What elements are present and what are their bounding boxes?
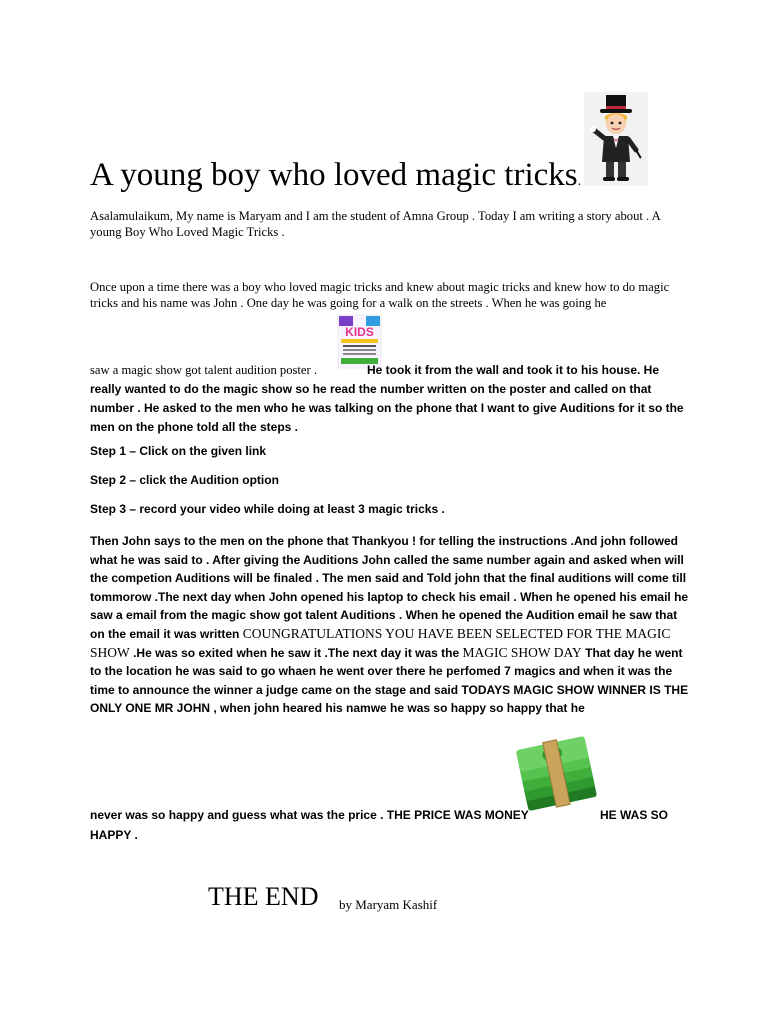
title-dot: . [577, 174, 582, 189]
story-paragraph-2-first-line [90, 360, 659, 380]
story-paragraph-3 [90, 532, 690, 718]
closing-happy: HAPPY . [90, 828, 138, 842]
intro-paragraph: Asalamulaikum, My name is Maryam and I am the student of Amna Group . Today I am writing a story about . A young Boy Who Loved Magic Tricks . [90, 209, 661, 239]
poster-label: KIDS [345, 325, 374, 339]
magician-image [584, 92, 648, 186]
congratulations-text: COUNGRATULATIONS YOU HAVE BEEN SELECTED FOR THE MAGIC SHOW [90, 625, 671, 660]
took-poster-sentence: He took it from the wall and took it to his house. He [367, 363, 660, 377]
closing-line-after-image: HE WAS SO [600, 808, 669, 822]
document-title [90, 155, 581, 202]
step-1: Step 1 – Click on the given link [90, 444, 267, 458]
para3-text-2: .He was so exited when he saw it .The next day it was the [129, 645, 463, 660]
closing-line: never was so happy and guess what was the price . THE PRICE WAS MONEY [90, 808, 529, 822]
step-3: Step 3 – record your video while doing at least 3 magic tricks . [90, 502, 445, 516]
para3-text-3: That day he went to the location he was said to go whaen he went over there he perfomed 7 magics and when it was the time to announce the winner a judge came on the stage and said TODAYS MAGIC SHOW WINNER IS THE ONLY ONE MR JOHN , when john heared his namwe he was so happy so happy that he [90, 645, 689, 716]
para3-text-1: Then John says to the men on the phone that Thankyou ! for telling the instructions .And john followed what he was said to . After giving the Auditions John called the same number again and asked when will the competion Auditions will be finaled . The men said and Told john that the final auditions will come till tommorow .The next day when John opened his laptop to check his email . When he opened his email he saw a email from the magic show got talent Auditions . When he opened the Audition email he saw that on the email it was written [90, 534, 689, 641]
step-2: Step 2 – click the Audition option [90, 473, 279, 487]
title-text: A young boy who loved magic tricks [90, 157, 578, 193]
story-paragraph-2: really wanted to do the magic show so he read the number written on the poster and called on that number . He asked to the men who he was talking on the phone that I want to give Auditions for it so the men on the phone told all the steps . [90, 382, 684, 434]
story-paragraph-1: Once upon a time there was a boy who loved magic tricks and knew about magic tricks and knew how to do magic tricks and his name was John . One day he was going for a walk on the streets . When he was going he [90, 280, 670, 310]
the-end-heading: THE END [208, 882, 319, 911]
magic-show-day-text: MAGIC SHOW DAY [462, 644, 582, 660]
author-byline: by Maryam Kashif [339, 897, 438, 912]
poster-sentence: saw a magic show got talent audition poster . [90, 363, 317, 377]
